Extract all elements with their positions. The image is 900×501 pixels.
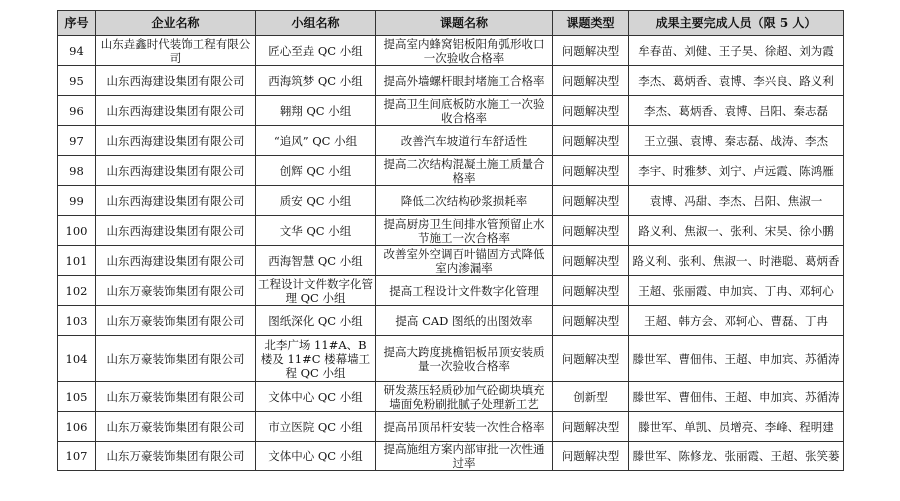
serial-number-cell: 105 (58, 382, 96, 412)
group-name-cell: 文华 QC 小组 (256, 216, 376, 246)
members-cell: 牟春苗、刘健、王子昊、徐超、刘为霞 (629, 36, 844, 66)
topic-type-cell: 问题解决型 (553, 216, 629, 246)
company-name-cell: 山东西海建设集团有限公司 (96, 96, 256, 126)
group-name-cell: 西海筑梦 QC 小组 (256, 66, 376, 96)
members-cell: 李杰、葛炳香、袁博、吕阳、秦志磊 (629, 96, 844, 126)
header-main-members: 成果主要完成人员（限 5 人） (629, 11, 844, 36)
topic-name-cell: 提高厨房卫生间排水管预留止水节施工一次合格率 (376, 216, 553, 246)
group-name-cell: 北李广场 11#A、B 楼及 11#C 楼幕墙工程 QC 小组 (256, 336, 376, 382)
header-topic-name: 课题名称 (376, 11, 553, 36)
company-name-cell: 山东西海建设集团有限公司 (96, 216, 256, 246)
serial-number-cell: 97 (58, 126, 96, 156)
table-row (58, 126, 844, 156)
topic-name-cell: 提高卫生间底板防水施工一次验收合格率 (376, 96, 553, 126)
group-name-cell: 翱翔 QC 小组 (256, 96, 376, 126)
company-name-cell: 山东万豪装饰集团有限公司 (96, 336, 256, 382)
table-row (58, 276, 844, 306)
serial-number-cell: 106 (58, 412, 96, 442)
topic-type-cell: 问题解决型 (553, 186, 629, 216)
members-cell: 路义利、张利、焦淑一、时港聪、葛炳香 (629, 246, 844, 276)
topic-type-cell: 问题解决型 (553, 36, 629, 66)
group-name-cell: 匠心至垚 QC 小组 (256, 36, 376, 66)
table-row (58, 306, 844, 336)
company-name-cell: 山东西海建设集团有限公司 (96, 246, 256, 276)
header-topic-type: 课题类型 (553, 11, 629, 36)
topic-type-cell: 创新型 (553, 382, 629, 412)
table-row (58, 382, 844, 412)
table-row (58, 156, 844, 186)
topic-type-cell: 问题解决型 (553, 156, 629, 186)
topic-type-cell: 问题解决型 (553, 412, 629, 442)
topic-name-cell: 提高外墙螺杆眼封堵施工合格率 (376, 66, 553, 96)
award-table-container (57, 10, 843, 471)
topic-name-cell: 提高吊顶吊杆安装一次性合格率 (376, 412, 553, 442)
table-row (58, 246, 844, 276)
members-cell: 滕世军、曹佃伟、王超、申加宾、苏循涛 (629, 382, 844, 412)
group-name-cell: “追风” QC 小组 (256, 126, 376, 156)
topic-type-cell: 问题解决型 (553, 66, 629, 96)
group-name-cell: 质安 QC 小组 (256, 186, 376, 216)
group-name-cell: 西海智慧 QC 小组 (256, 246, 376, 276)
topic-name-cell: 提高 CAD 图纸的出图效率 (376, 306, 553, 336)
company-name-cell: 山东西海建设集团有限公司 (96, 66, 256, 96)
company-name-cell: 山东西海建设集团有限公司 (96, 156, 256, 186)
serial-number-cell: 101 (58, 246, 96, 276)
table-row (58, 96, 844, 126)
company-name-cell: 山东万豪装饰集团有限公司 (96, 382, 256, 412)
members-cell: 滕世军、单凯、员增亮、李峰、程明建 (629, 412, 844, 442)
table-row (58, 336, 844, 382)
table-row (58, 36, 844, 66)
group-name-cell: 图纸深化 QC 小组 (256, 306, 376, 336)
members-cell: 王超、韩方会、邓轲心、曹磊、丁冉 (629, 306, 844, 336)
serial-number-cell: 95 (58, 66, 96, 96)
topic-name-cell: 提高二次结构混凝土施工质量合格率 (376, 156, 553, 186)
serial-number-cell: 94 (58, 36, 96, 66)
topic-type-cell: 问题解决型 (553, 276, 629, 306)
company-name-cell: 山东西海建设集团有限公司 (96, 186, 256, 216)
serial-number-cell: 104 (58, 336, 96, 382)
members-cell: 李宇、时雅梦、刘宁、卢远霞、陈鸿雁 (629, 156, 844, 186)
group-name-cell: 工程设计文件数字化管理 QC 小组 (256, 276, 376, 306)
award-table (57, 10, 844, 471)
header-serial-number: 序号 (58, 11, 96, 36)
table-row (58, 186, 844, 216)
group-name-cell: 文体中心 QC 小组 (256, 442, 376, 471)
serial-number-cell: 98 (58, 156, 96, 186)
topic-type-cell: 问题解决型 (553, 336, 629, 382)
table-row (58, 442, 844, 471)
serial-number-cell: 96 (58, 96, 96, 126)
members-cell: 王立强、袁博、秦志磊、战涛、李杰 (629, 126, 844, 156)
table-row (58, 412, 844, 442)
topic-name-cell: 研发蒸压轻质砂加气砼砌块填充墙面免粉刷批腻子处理新工艺 (376, 382, 553, 412)
members-cell: 王超、张丽霞、申加宾、丁冉、邓轲心 (629, 276, 844, 306)
serial-number-cell: 103 (58, 306, 96, 336)
serial-number-cell: 107 (58, 442, 96, 471)
table-row (58, 216, 844, 246)
serial-number-cell: 102 (58, 276, 96, 306)
topic-type-cell: 问题解决型 (553, 442, 629, 471)
topic-name-cell: 提高施组方案内部审批一次性通过率 (376, 442, 553, 471)
members-cell: 袁博、冯甜、李杰、吕阳、焦淑一 (629, 186, 844, 216)
topic-type-cell: 问题解决型 (553, 246, 629, 276)
group-name-cell: 市立医院 QC 小组 (256, 412, 376, 442)
group-name-cell: 创辉 QC 小组 (256, 156, 376, 186)
topic-name-cell: 提高室内蜂窝铝板阳角弧形收口一次验收合格率 (376, 36, 553, 66)
serial-number-cell: 99 (58, 186, 96, 216)
company-name-cell: 山东万豪装饰集团有限公司 (96, 442, 256, 471)
company-name-cell: 山东垚鑫时代装饰工程有限公司 (96, 36, 256, 66)
topic-name-cell: 改善室外空调百叶锚固方式降低室内渗漏率 (376, 246, 553, 276)
members-cell: 滕世军、曹佃伟、王超、申加宾、苏循涛 (629, 336, 844, 382)
table-header-row (58, 11, 844, 36)
members-cell: 李杰、葛炳香、袁博、李兴良、路义利 (629, 66, 844, 96)
table-row (58, 66, 844, 96)
company-name-cell: 山东西海建设集团有限公司 (96, 126, 256, 156)
members-cell: 滕世军、陈修龙、张丽霞、王超、张笑蒌 (629, 442, 844, 471)
serial-number-cell: 100 (58, 216, 96, 246)
topic-type-cell: 问题解决型 (553, 96, 629, 126)
header-company-name: 企业名称 (96, 11, 256, 36)
topic-name-cell: 提高大跨度挑檐铝板吊顶安装质量一次验收合格率 (376, 336, 553, 382)
company-name-cell: 山东万豪装饰集团有限公司 (96, 306, 256, 336)
topic-name-cell: 提高工程设计文件数字化管理 (376, 276, 553, 306)
members-cell: 路义利、焦淑一、张利、宋昊、徐小鹏 (629, 216, 844, 246)
topic-name-cell: 降低二次结构砂浆损耗率 (376, 186, 553, 216)
company-name-cell: 山东万豪装饰集团有限公司 (96, 412, 256, 442)
topic-type-cell: 问题解决型 (553, 306, 629, 336)
topic-type-cell: 问题解决型 (553, 126, 629, 156)
topic-name-cell: 改善汽车坡道行车舒适性 (376, 126, 553, 156)
header-group-name: 小组名称 (256, 11, 376, 36)
company-name-cell: 山东万豪装饰集团有限公司 (96, 276, 256, 306)
group-name-cell: 文体中心 QC 小组 (256, 382, 376, 412)
